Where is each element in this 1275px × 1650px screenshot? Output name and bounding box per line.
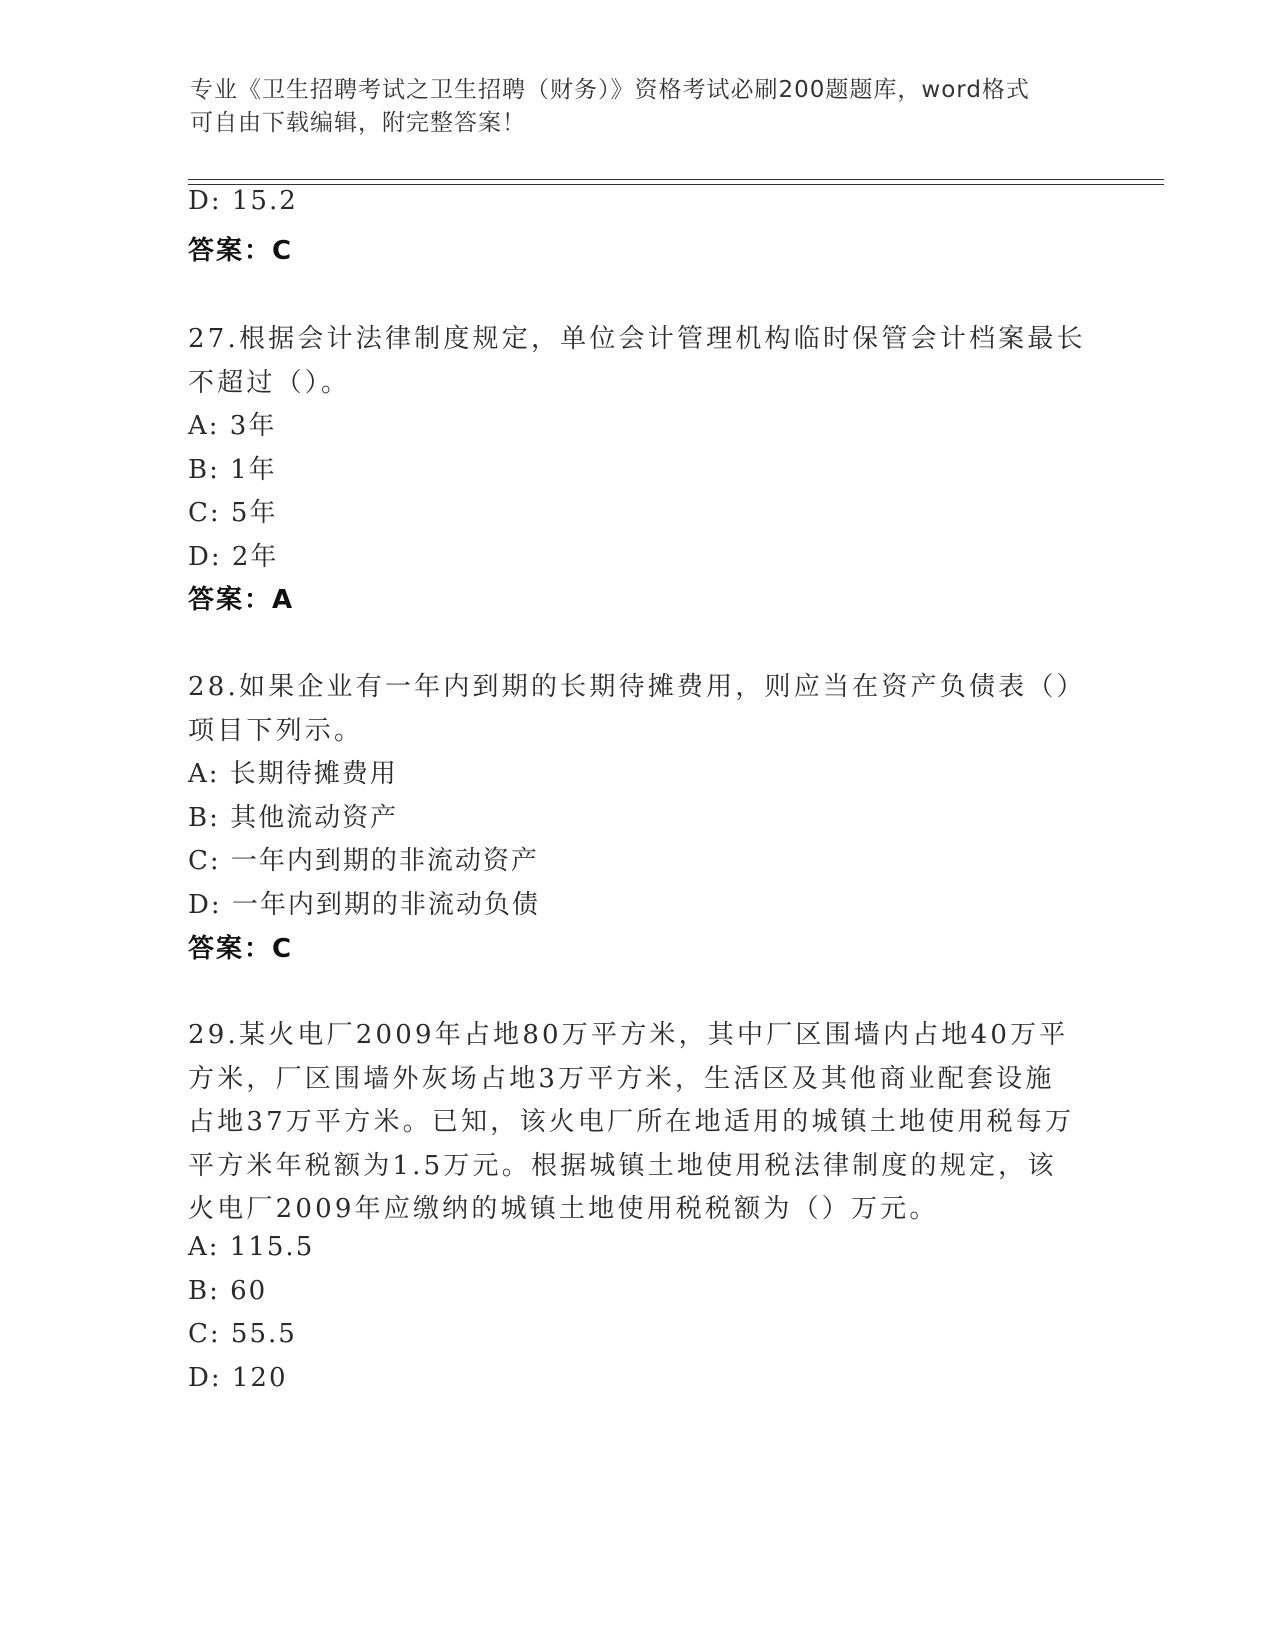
header-divider-bottom [188,184,1164,185]
header-line-2: 可自由下载编辑，附完整答案！ [190,110,526,136]
q28-answer: 答案：C [188,934,294,964]
q27-option-d: D: 2年 [188,542,279,572]
q29-text-line-2: 方米，厂区围墙外灰场占地3万平方米，生活区及其他商业配套设施 [188,1064,1055,1094]
q27-option-a: A: 3年 [188,411,277,441]
prev-answer: 答案：C [188,236,294,266]
q29-option-c: C: 55.5 [188,1319,297,1349]
q28-option-d: D: 一年内到期的非流动负债 [188,890,540,920]
q29-text-line-5: 火电厂2009年应缴纳的城镇土地使用税税额为（）万元。 [188,1194,939,1224]
q28-option-a: A: 长期待摊费用 [188,759,398,789]
q29-text-line-4: 平方米年税额为1.5万元。根据城镇土地使用税法律制度的规定，该 [188,1151,1057,1181]
q27-option-c: C: 5年 [188,498,278,528]
q29-text-line-1: 29.某火电厂2009年占地80万平方米，其中厂区围墙内占地40万平 [188,1020,1069,1050]
q27-text-line-2: 不超过（）。 [188,368,351,398]
q27-option-b: B: 1年 [188,455,277,485]
q29-text-line-3: 占地37万平方米。已知，该火电厂所在地适用的城镇土地使用税每万 [188,1107,1075,1137]
prev-option-d: D: 15.2 [188,186,298,216]
q28-option-c: C: 一年内到期的非流动资产 [188,846,539,876]
q29-option-a: A: 115.5 [188,1232,315,1262]
q28-text-line-1: 28.如果企业有一年内到期的长期待摊费用，则应当在资产负债表（） [188,672,1086,702]
page-header [190,74,1090,140]
header-line-1: 专业《卫生招聘考试之卫生招聘（财务）》资格考试必刷200题题库，word格式 [190,77,1030,103]
header-divider-top [188,179,1164,180]
q28-text-line-2: 项目下列示。 [188,716,364,746]
q27-answer: 答案：A [188,585,295,615]
q28-option-b: B: 其他流动资产 [188,803,399,833]
q27-text-line-1: 27.根据会计法律制度规定，单位会计管理机构临时保管会计档案最长 [188,324,1086,354]
q29-option-b: B: 60 [188,1276,268,1306]
q29-option-d: D: 120 [188,1363,288,1393]
